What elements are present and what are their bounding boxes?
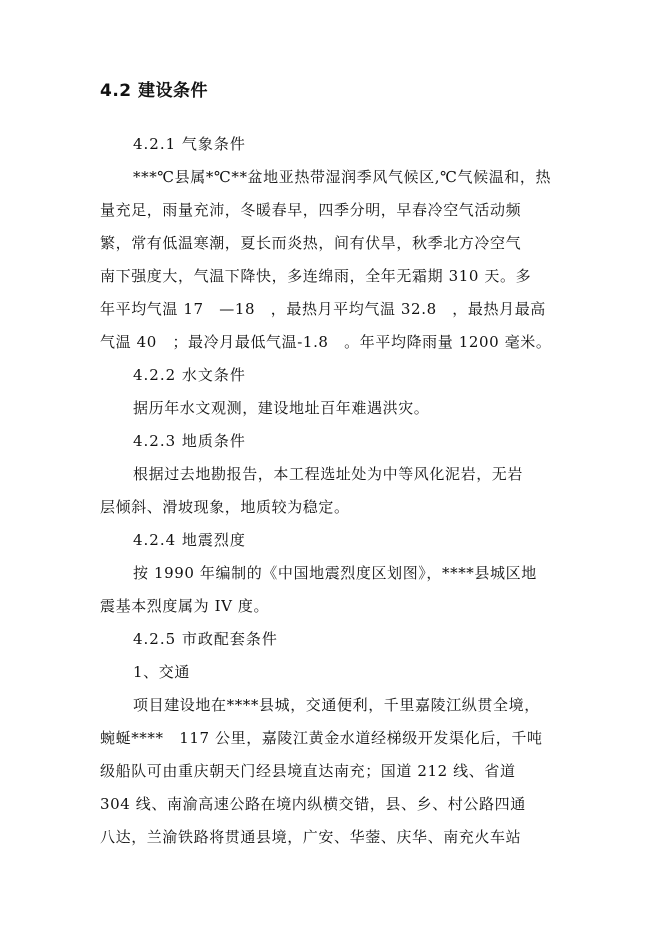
subsection-title-municipal: 4.2.5 市政配套条件	[133, 630, 278, 648]
subsection-title-hydrology: 4.2.2 水文条件	[133, 366, 246, 384]
paragraph-line: 繁，常有低温寒潮，夏长而炎热，间有伏旱，秋季北方冷空气	[100, 234, 522, 252]
paragraph-line: 八达，兰渝铁路将贯通县境，广安、华蓥、庆华、南充火车站	[100, 828, 522, 846]
paragraph-line: 按 1990 年编制的《中国地震烈度区划图》，****县城区地	[133, 564, 537, 582]
subsection-title-seismic: 4.2.4 地震烈度	[133, 531, 246, 549]
paragraph-line: 据历年水文观测，建设地址百年难遇洪灾。	[133, 399, 430, 417]
paragraph-line: 根据过去地勘报告，本工程选址处为中等风化泥岩，无岩	[133, 465, 524, 483]
paragraph-line: 量充足，雨量充沛，冬暖春早，四季分明，早春冷空气活动频	[100, 201, 522, 219]
section-title: 4.2 建设条件	[100, 81, 209, 101]
paragraph-line: 年平均气温 17 —18 ，最热月平均气温 32.8 ，最热月最高	[100, 300, 546, 318]
paragraph-line: 南下强度大，气温下降快，多连绵雨，全年无霜期 310 天。多	[100, 267, 532, 285]
subsection-title-weather: 4.2.1 气象条件	[133, 135, 246, 153]
paragraph-line: 级船队可由重庆朝天门经县境直达南充；国道 212 线、省道	[100, 762, 516, 780]
paragraph-line: 层倾斜、滑坡现象，地质较为稳定。	[100, 498, 350, 516]
paragraph-line: 震基本烈度属为 IV 度。	[100, 597, 270, 615]
subsection-title-geology: 4.2.3 地质条件	[133, 432, 246, 450]
paragraph-line: ***℃县属*℃**盆地亚热带湿润季风气候区,℃气候温和，热	[133, 168, 552, 186]
paragraph-line: 气温 40 ；最冷月最低气温-1.8 。年平均降雨量 1200 毫米。	[100, 333, 552, 351]
paragraph-line: 项目建设地在****县城，交通便利，千里嘉陵江纵贯全境，	[133, 696, 540, 714]
paragraph-line: 蜿蜒**** 117 公里，嘉陵江黄金水道经梯级开发渠化后，千吨	[100, 729, 543, 747]
list-item-label: 1、交通	[133, 663, 190, 681]
paragraph-line: 304 线、南渝高速公路在境内纵横交错，县、乡、村公路四通	[100, 795, 526, 813]
